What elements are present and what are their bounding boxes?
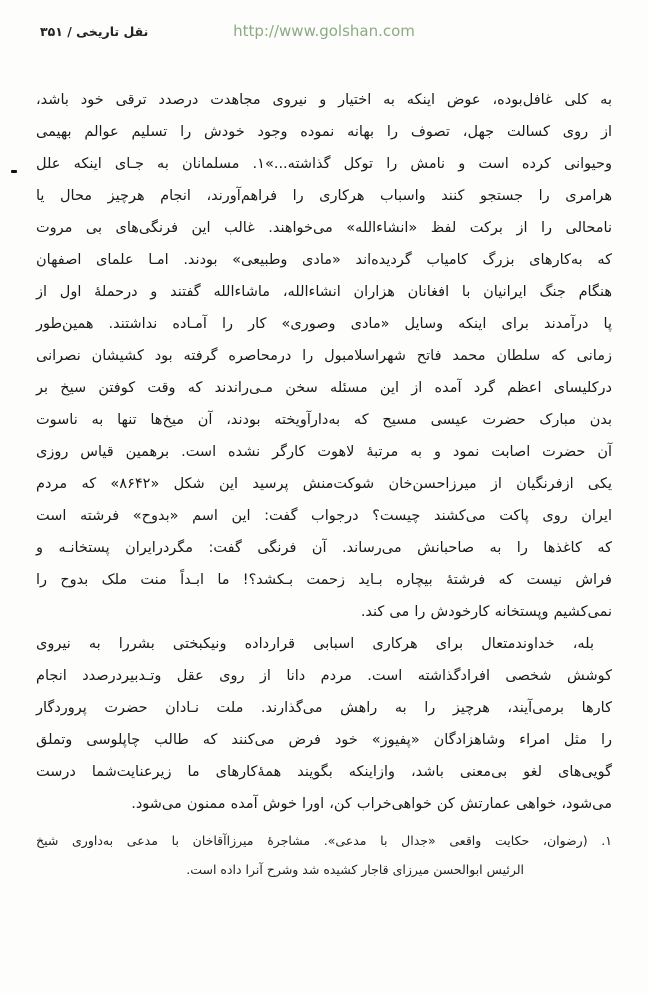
scan-artifact-speck	[11, 170, 17, 173]
site-url-watermark: http://www.golshan.com	[233, 22, 415, 40]
body-line: هرامری را جستجو کنند واسباب هرکاری را فراهم‌آورند، انجام هرچیز محال یا	[36, 188, 612, 204]
footnote-line: ۱. (رضوان، حکایت واقعی «جدال با مدعی». مشاجرهٔ میرزاآقاخان با مدعی به‌داوری شیخ‌	[36, 833, 612, 848]
body-line: نامحالی را از برکت لفظ «انشاءالله» می‌خواهند. غالب این فرنگی‌های بی مروت	[36, 220, 612, 236]
body-line: درکلیسای اعظم گرد آمده از این مسئله سخن مـی‌راندند که وقت کوفتن سیخ بر	[36, 380, 612, 396]
body-line: یکی ازفرنگیان از میرزاحسن‌خان شوکت‌منش پرسید این شکل «۸۶۴۲» که مردم	[36, 476, 612, 492]
body-line: آن حضرت اصابت نمود و به مرتبهٔ لاهوت کارگر نشده است. برهمین قیاس روزی	[36, 444, 612, 460]
body-line: که کاغذها را به صاحبانش می‌رساند. آن فرنگی گفت: مگردرایران پستخانـه و	[36, 540, 612, 556]
body-line: که به‌کارهای بزرگ کامیاب گردیده‌اند «مادی وطبیعی» بودند. امـا علمای اصفهان	[36, 252, 612, 268]
body-line: بدن مبارک حضرت عیسی مسیح که به‌دارآویخته بودند، آن میخ‌ها تنها به ناسوت	[36, 412, 612, 428]
body-line: زمانی که سلطان محمد فاتح شهراسلامبول را درمحاصره گرفته بود کشیشان نصرانی	[36, 348, 612, 364]
body-line: ایران روی پاکت می‌کشند چیست؟ درجواب گفت: این اسم «بدوح» فرشته است	[36, 508, 612, 524]
body-line: وحیوانی کرده است و نامش را توکل گذاشته...»۱. مسلمانان به جـای اینکه علل	[36, 156, 612, 172]
running-head-page-number: نقل تاریخی / ۳۵۱	[40, 24, 149, 39]
body-line-paragraph-start: بله، خداوندمتعال برای هرکاری اسبابی قرارداده ونیکبختی بشررا به نیروی	[36, 636, 594, 652]
body-line: فراش نیست که فرشتهٔ بیچاره بـاید زحمت بـکشد؟! ما ابـداً منت ملک بدوح را	[36, 572, 612, 588]
body-line-paragraph-end: نمی‌کشیم وپستخانه کارخودش را می کند.	[360, 604, 612, 620]
body-line-paragraph-end: می‌شود، خواهی عمارتش کن خواهی‌خراب کن، اورا خوش آمده ممنون می‌شود.	[131, 796, 612, 812]
body-line: را مثل امراء وشاهزادگان «پفیوز» خود فرض می‌کنند که طالب چاپلوسی وتملق‌	[36, 732, 612, 748]
footnote-line: الرئیس ابوالحسن میرزای قاجار کشیده شد وشرح آنرا داده است.	[186, 862, 524, 877]
body-line: کارها برمی‌آیند، هرچیز را به راهش می‌گذارند. ملت نـادان حضرت پروردگار	[36, 700, 612, 716]
body-line: هنگام جنگ ایرانیان با افغانان هزاران انشاءالله، ماشاءالله گفتند و درحملهٔ اول از	[36, 284, 612, 300]
page-body	[36, 84, 612, 820]
body-line: به کلی غافل‌بوده، عوض اینکه به اختیار و نیروی مجاهدت درصدد ترقی خود باشد،	[36, 92, 612, 108]
body-line: از روی کسالت جهل، تصوف را بهانه نموده وجود خودش را تسلیم عوالم بهیمی	[36, 124, 612, 140]
body-line: کوشش شخصی افرادگذاشته است. مردم دانا از روی عقل وتـدبیردرصدد انجام	[36, 668, 612, 684]
body-line: گویی‌های لغو بی‌معنی باشد، وازاینکه بگویند همهٔ‌کارهای ما زیرعنایت‌شما درست	[36, 764, 612, 780]
page-header	[0, 22, 648, 44]
footnote	[36, 826, 612, 884]
body-line: پا درآمدند برای اینکه وسایل «مادی وصوری» کار را آمـاده نداشتند. همین‌طور	[36, 316, 612, 332]
